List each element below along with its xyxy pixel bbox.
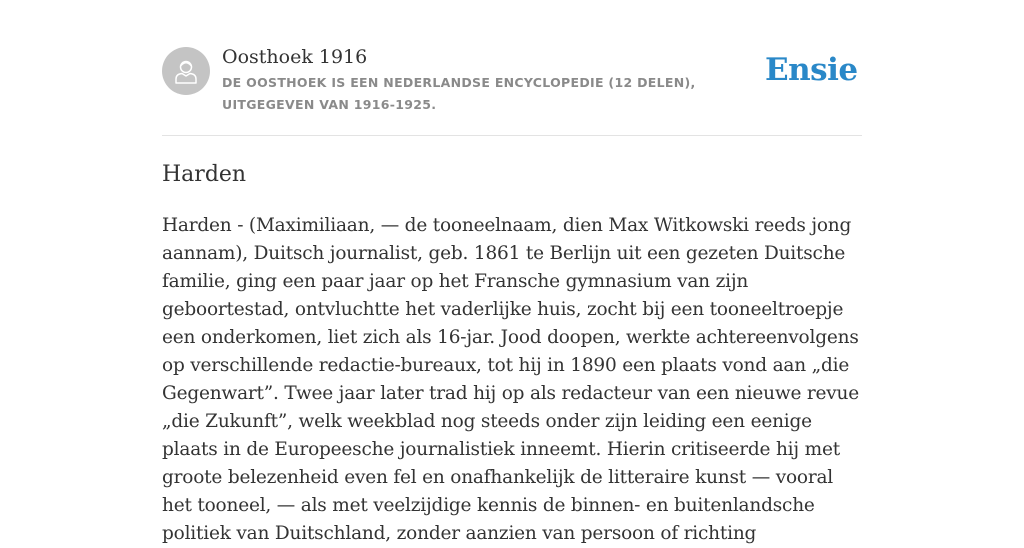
source-description: DE OOSTHOEK IS EEN NEDERLANDSE ENCYCLOPEDIE (12 DELEN), UITGEGEVEN VAN 1916-1925. [222, 75, 696, 112]
page [162, 0, 862, 544]
entry-title: Harden [162, 162, 247, 187]
user-silhouette-icon [171, 56, 201, 86]
avatar[interactable] [162, 47, 210, 95]
source-title[interactable]: Oosthoek 1916 [222, 46, 368, 68]
site-logo[interactable]: Ensie [765, 52, 858, 88]
entry-body: Harden - (Maximiliaan, — de tooneelnaam, dien Max Witkowski reeds jong aannam), Duitsch journalist, geb. 1861 te Berlijn uit een gezeten Duitsche familie, ging een paar jaar op het Fransche gymnasium van zijn geboortestad, ontvluchtte het vaderlijke huis, zocht bij een tooneeltroepje een onderkomen, liet zich als 16-jar. Jood doopen, werkte achtereenvolgens op verschillende redactie-bureaux, tot hij in 1890 een plaats vond aan „die Gegenwart”. Twee jaar later trad hij op als redacteur van een nieuwe revue „die Zukunft”, welk weekblad nog steeds onder zijn leiding een eenige plaats in de Europeesche journalistiek inneemt. Hierin critiseerde hij met groote belezenheid even fel en onafhankelijk de litteraire kunst — vooral het tooneel, — als met veelzijdige kennis de binnen- en buitenlandsche politiek van Duitschland, zonder aanzien van persoon of richting [162, 215, 859, 544]
header-divider [162, 135, 862, 136]
source-header [162, 47, 862, 117]
